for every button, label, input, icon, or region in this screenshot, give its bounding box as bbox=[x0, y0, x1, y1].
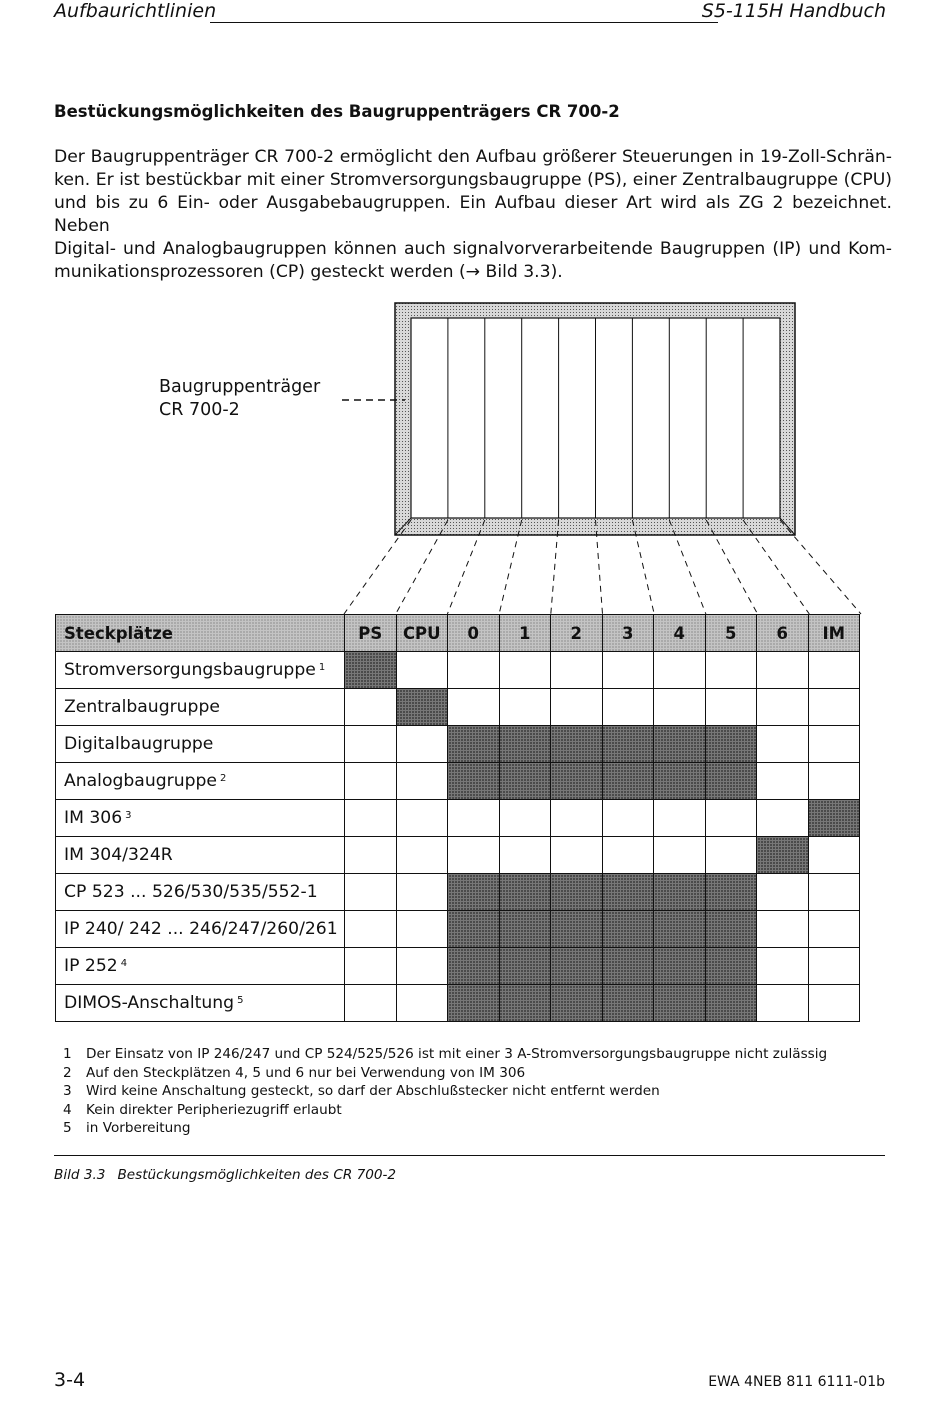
slot-header: PS bbox=[345, 615, 397, 652]
paragraph-line: und bis zu 6 Ein- oder Ausgabebaugruppen. Ein Aufbau dieser Art wird als ZG 2 bezeichnet. Neben bbox=[54, 193, 892, 236]
slot-allowed-cell bbox=[705, 726, 757, 763]
slot-cell bbox=[396, 911, 448, 948]
slot-allowed-cell bbox=[499, 948, 551, 985]
paragraph-line: Der Baugruppenträger CR 700-2 ermöglicht den Aufbau größerer Steuerungen in 19-Zoll-Schrän- bbox=[54, 147, 892, 167]
slot-cell bbox=[757, 985, 809, 1022]
slot-cell bbox=[602, 689, 654, 726]
slot-allowed-cell bbox=[808, 800, 860, 837]
slot-allowed-cell bbox=[551, 985, 603, 1022]
slot-header: 3 bbox=[602, 615, 654, 652]
slot-allowed-cell bbox=[654, 985, 706, 1022]
slot-header: 6 bbox=[757, 615, 809, 652]
slot-cell bbox=[705, 652, 757, 689]
slot-header: IM bbox=[808, 615, 860, 652]
footnote-ref: 5 bbox=[237, 995, 244, 1006]
table-row bbox=[56, 652, 860, 689]
footnote: 4 Kein direkter Peripheriezugriff erlaubt bbox=[63, 1101, 342, 1118]
slot-cell bbox=[757, 800, 809, 837]
rack-label-line: Baugruppenträger bbox=[159, 377, 321, 397]
slot-allowed-cell bbox=[705, 948, 757, 985]
slot-assignment-table bbox=[55, 614, 860, 1022]
slot-allowed-cell bbox=[448, 763, 500, 800]
table-header-label: Steckplätze bbox=[56, 615, 345, 652]
slot-cell bbox=[757, 763, 809, 800]
slot-cell bbox=[396, 948, 448, 985]
slot-allowed-cell bbox=[396, 689, 448, 726]
slot-allowed-cell bbox=[602, 874, 654, 911]
slot-cell bbox=[808, 837, 860, 874]
slot-allowed-cell bbox=[757, 837, 809, 874]
table-row bbox=[56, 689, 860, 726]
figure-caption bbox=[54, 1167, 396, 1183]
slot-cell bbox=[654, 652, 706, 689]
slot-allowed-cell bbox=[551, 763, 603, 800]
slot-cell bbox=[654, 689, 706, 726]
table-row bbox=[56, 800, 860, 837]
slot-allowed-cell bbox=[705, 763, 757, 800]
slot-cell bbox=[345, 726, 397, 763]
slot-header: 5 bbox=[705, 615, 757, 652]
footnote: 1 Der Einsatz von IP 246/247 und CP 524/525/526 ist mit einer 3 A-Stromversorgungsbaugruppe nicht zulässig bbox=[63, 1046, 828, 1062]
footnote-ref: 1 bbox=[318, 662, 326, 673]
module-name: IP 240/ 242 ... 246/247/260/261 bbox=[56, 911, 345, 948]
slot-cell bbox=[396, 874, 448, 911]
slot-cell bbox=[448, 837, 500, 874]
slot-allowed-cell bbox=[448, 726, 500, 763]
header-manual: S5-115H Handbuch bbox=[701, 0, 886, 22]
slot-allowed-cell bbox=[602, 911, 654, 948]
slot-allowed-cell bbox=[705, 911, 757, 948]
footnote-ref: 3 bbox=[125, 810, 132, 821]
slot-cell bbox=[345, 837, 397, 874]
slot-cell bbox=[551, 652, 603, 689]
slot-cell bbox=[705, 689, 757, 726]
slot-allowed-cell bbox=[705, 874, 757, 911]
slot-allowed-cell bbox=[602, 948, 654, 985]
slot-allowed-cell bbox=[654, 763, 706, 800]
figure-number: Bild 3.3 bbox=[54, 1167, 106, 1183]
slot-allowed-cell bbox=[551, 948, 603, 985]
caption-rule bbox=[54, 1155, 885, 1156]
slot-cell bbox=[551, 837, 603, 874]
rack-label bbox=[159, 376, 320, 422]
slot-cell bbox=[705, 800, 757, 837]
slot-allowed-cell bbox=[499, 874, 551, 911]
table-row bbox=[56, 726, 860, 763]
slot-cell bbox=[345, 948, 397, 985]
slot-cell bbox=[345, 800, 397, 837]
footnote-ref: 4 bbox=[120, 958, 128, 969]
slot-allowed-cell bbox=[705, 985, 757, 1022]
slot-allowed-cell bbox=[448, 874, 500, 911]
paragraph-line: Digital- und Analogbaugruppen können auch signalvorverarbeitende Baugruppen (IP) und Kom- bbox=[54, 239, 892, 259]
table-row bbox=[56, 837, 860, 874]
slot-allowed-cell bbox=[448, 948, 500, 985]
slot-cell bbox=[705, 837, 757, 874]
table-row bbox=[56, 985, 860, 1022]
slot-cell bbox=[808, 874, 860, 911]
slot-cell bbox=[499, 689, 551, 726]
slot-cell bbox=[808, 763, 860, 800]
slot-allowed-cell bbox=[499, 726, 551, 763]
slot-allowed-cell bbox=[448, 911, 500, 948]
slot-cell bbox=[345, 985, 397, 1022]
module-name: IM 306 $^3$ bbox=[56, 800, 345, 837]
slot-allowed-cell bbox=[551, 911, 603, 948]
slot-cell bbox=[345, 689, 397, 726]
slot-cell bbox=[602, 652, 654, 689]
table-header-row bbox=[56, 615, 860, 652]
slot-allowed-cell bbox=[602, 985, 654, 1022]
slot-cell bbox=[808, 689, 860, 726]
module-name: Analogbaugruppe $^2$ bbox=[56, 763, 345, 800]
slot-cell bbox=[396, 726, 448, 763]
footnote: 3 Wird keine Anschaltung gesteckt, so darf der Abschlußstecker nicht entfernt werden bbox=[63, 1083, 660, 1100]
slot-cell bbox=[396, 652, 448, 689]
module-name: CP 523 ... 526/530/535/552-1 bbox=[56, 874, 345, 911]
slot-cell bbox=[499, 837, 551, 874]
slot-cell bbox=[808, 911, 860, 948]
module-name: IM 304/324R bbox=[56, 837, 345, 874]
slot-cell bbox=[448, 652, 500, 689]
document-code: EWA 4NEB 811 6111-01b bbox=[708, 1374, 885, 1390]
table-row bbox=[56, 911, 860, 948]
slot-header: 4 bbox=[654, 615, 706, 652]
slot-cell bbox=[396, 985, 448, 1022]
slot-header: CPU bbox=[396, 615, 448, 652]
module-name: Stromversorgungsbaugruppe $^1$ bbox=[56, 652, 345, 689]
slot-allowed-cell bbox=[551, 726, 603, 763]
page-number: 3-4 bbox=[54, 1369, 86, 1391]
slot-cell bbox=[602, 800, 654, 837]
header-chapter: Aufbaurichtlinien bbox=[54, 0, 217, 22]
slot-cell bbox=[757, 689, 809, 726]
table-row bbox=[56, 874, 860, 911]
paragraph-line: munikationsprozessoren (CP) gesteckt werden (→ Bild 3.3). bbox=[54, 262, 563, 282]
rack-label-line: CR 700-2 bbox=[159, 400, 240, 420]
footnotes bbox=[63, 1045, 827, 1138]
slot-cell bbox=[499, 800, 551, 837]
slot-cell bbox=[808, 948, 860, 985]
slot-cell bbox=[654, 800, 706, 837]
footnote: 2 Auf den Steckplätzen 4, 5 und 6 nur bei Verwendung von IM 306 bbox=[63, 1064, 526, 1081]
slot-allowed-cell bbox=[499, 911, 551, 948]
slot-cell bbox=[757, 948, 809, 985]
slot-allowed-cell bbox=[654, 948, 706, 985]
slot-allowed-cell bbox=[499, 985, 551, 1022]
slot-cell bbox=[499, 652, 551, 689]
slot-cell bbox=[345, 911, 397, 948]
slot-header: 1 bbox=[499, 615, 551, 652]
slot-allowed-cell bbox=[499, 763, 551, 800]
slot-allowed-cell bbox=[654, 874, 706, 911]
slot-allowed-cell bbox=[602, 763, 654, 800]
slot-allowed-cell bbox=[551, 874, 603, 911]
slot-cell bbox=[345, 763, 397, 800]
section-title: Bestückungsmöglichkeiten des Baugruppenträgers CR 700-2 bbox=[54, 102, 620, 121]
slot-cell bbox=[448, 689, 500, 726]
slot-allowed-cell bbox=[345, 652, 397, 689]
module-name: Digitalbaugruppe bbox=[56, 726, 345, 763]
slot-cell bbox=[602, 837, 654, 874]
slot-cell bbox=[396, 837, 448, 874]
slot-cell bbox=[757, 726, 809, 763]
figure-title: Bestückungsmöglichkeiten des CR 700-2 bbox=[117, 1167, 397, 1183]
slot-cell bbox=[551, 689, 603, 726]
paragraph-line: ken. Er ist bestückbar mit einer Stromversorgungsbaugruppe (PS), einer Zentralbaugruppe (CPU) bbox=[54, 170, 892, 190]
slot-allowed-cell bbox=[602, 726, 654, 763]
slot-cell bbox=[757, 874, 809, 911]
slot-allowed-cell bbox=[448, 985, 500, 1022]
slot-cell bbox=[757, 652, 809, 689]
slot-cell bbox=[757, 911, 809, 948]
slot-cell bbox=[808, 985, 860, 1022]
rack-diagram bbox=[0, 0, 950, 640]
slot-cell bbox=[808, 652, 860, 689]
module-name: DIMOS-Anschaltung $^5$ bbox=[56, 985, 345, 1022]
slot-cell bbox=[345, 874, 397, 911]
slot-cell bbox=[654, 837, 706, 874]
slot-cell bbox=[808, 726, 860, 763]
slot-cell bbox=[396, 800, 448, 837]
table-row bbox=[56, 763, 860, 800]
table-row bbox=[56, 948, 860, 985]
footnote: 5 in Vorbereitung bbox=[63, 1120, 191, 1137]
footnote-ref: 2 bbox=[219, 773, 227, 784]
slot-cell bbox=[551, 800, 603, 837]
slot-cell bbox=[448, 800, 500, 837]
module-name: IP 252 $^4$ bbox=[56, 948, 345, 985]
slot-header: 0 bbox=[448, 615, 500, 652]
slot-header: 2 bbox=[551, 615, 603, 652]
module-name: Zentralbaugruppe bbox=[56, 689, 345, 726]
slot-allowed-cell bbox=[654, 911, 706, 948]
slot-allowed-cell bbox=[654, 726, 706, 763]
slot-cell bbox=[396, 763, 448, 800]
